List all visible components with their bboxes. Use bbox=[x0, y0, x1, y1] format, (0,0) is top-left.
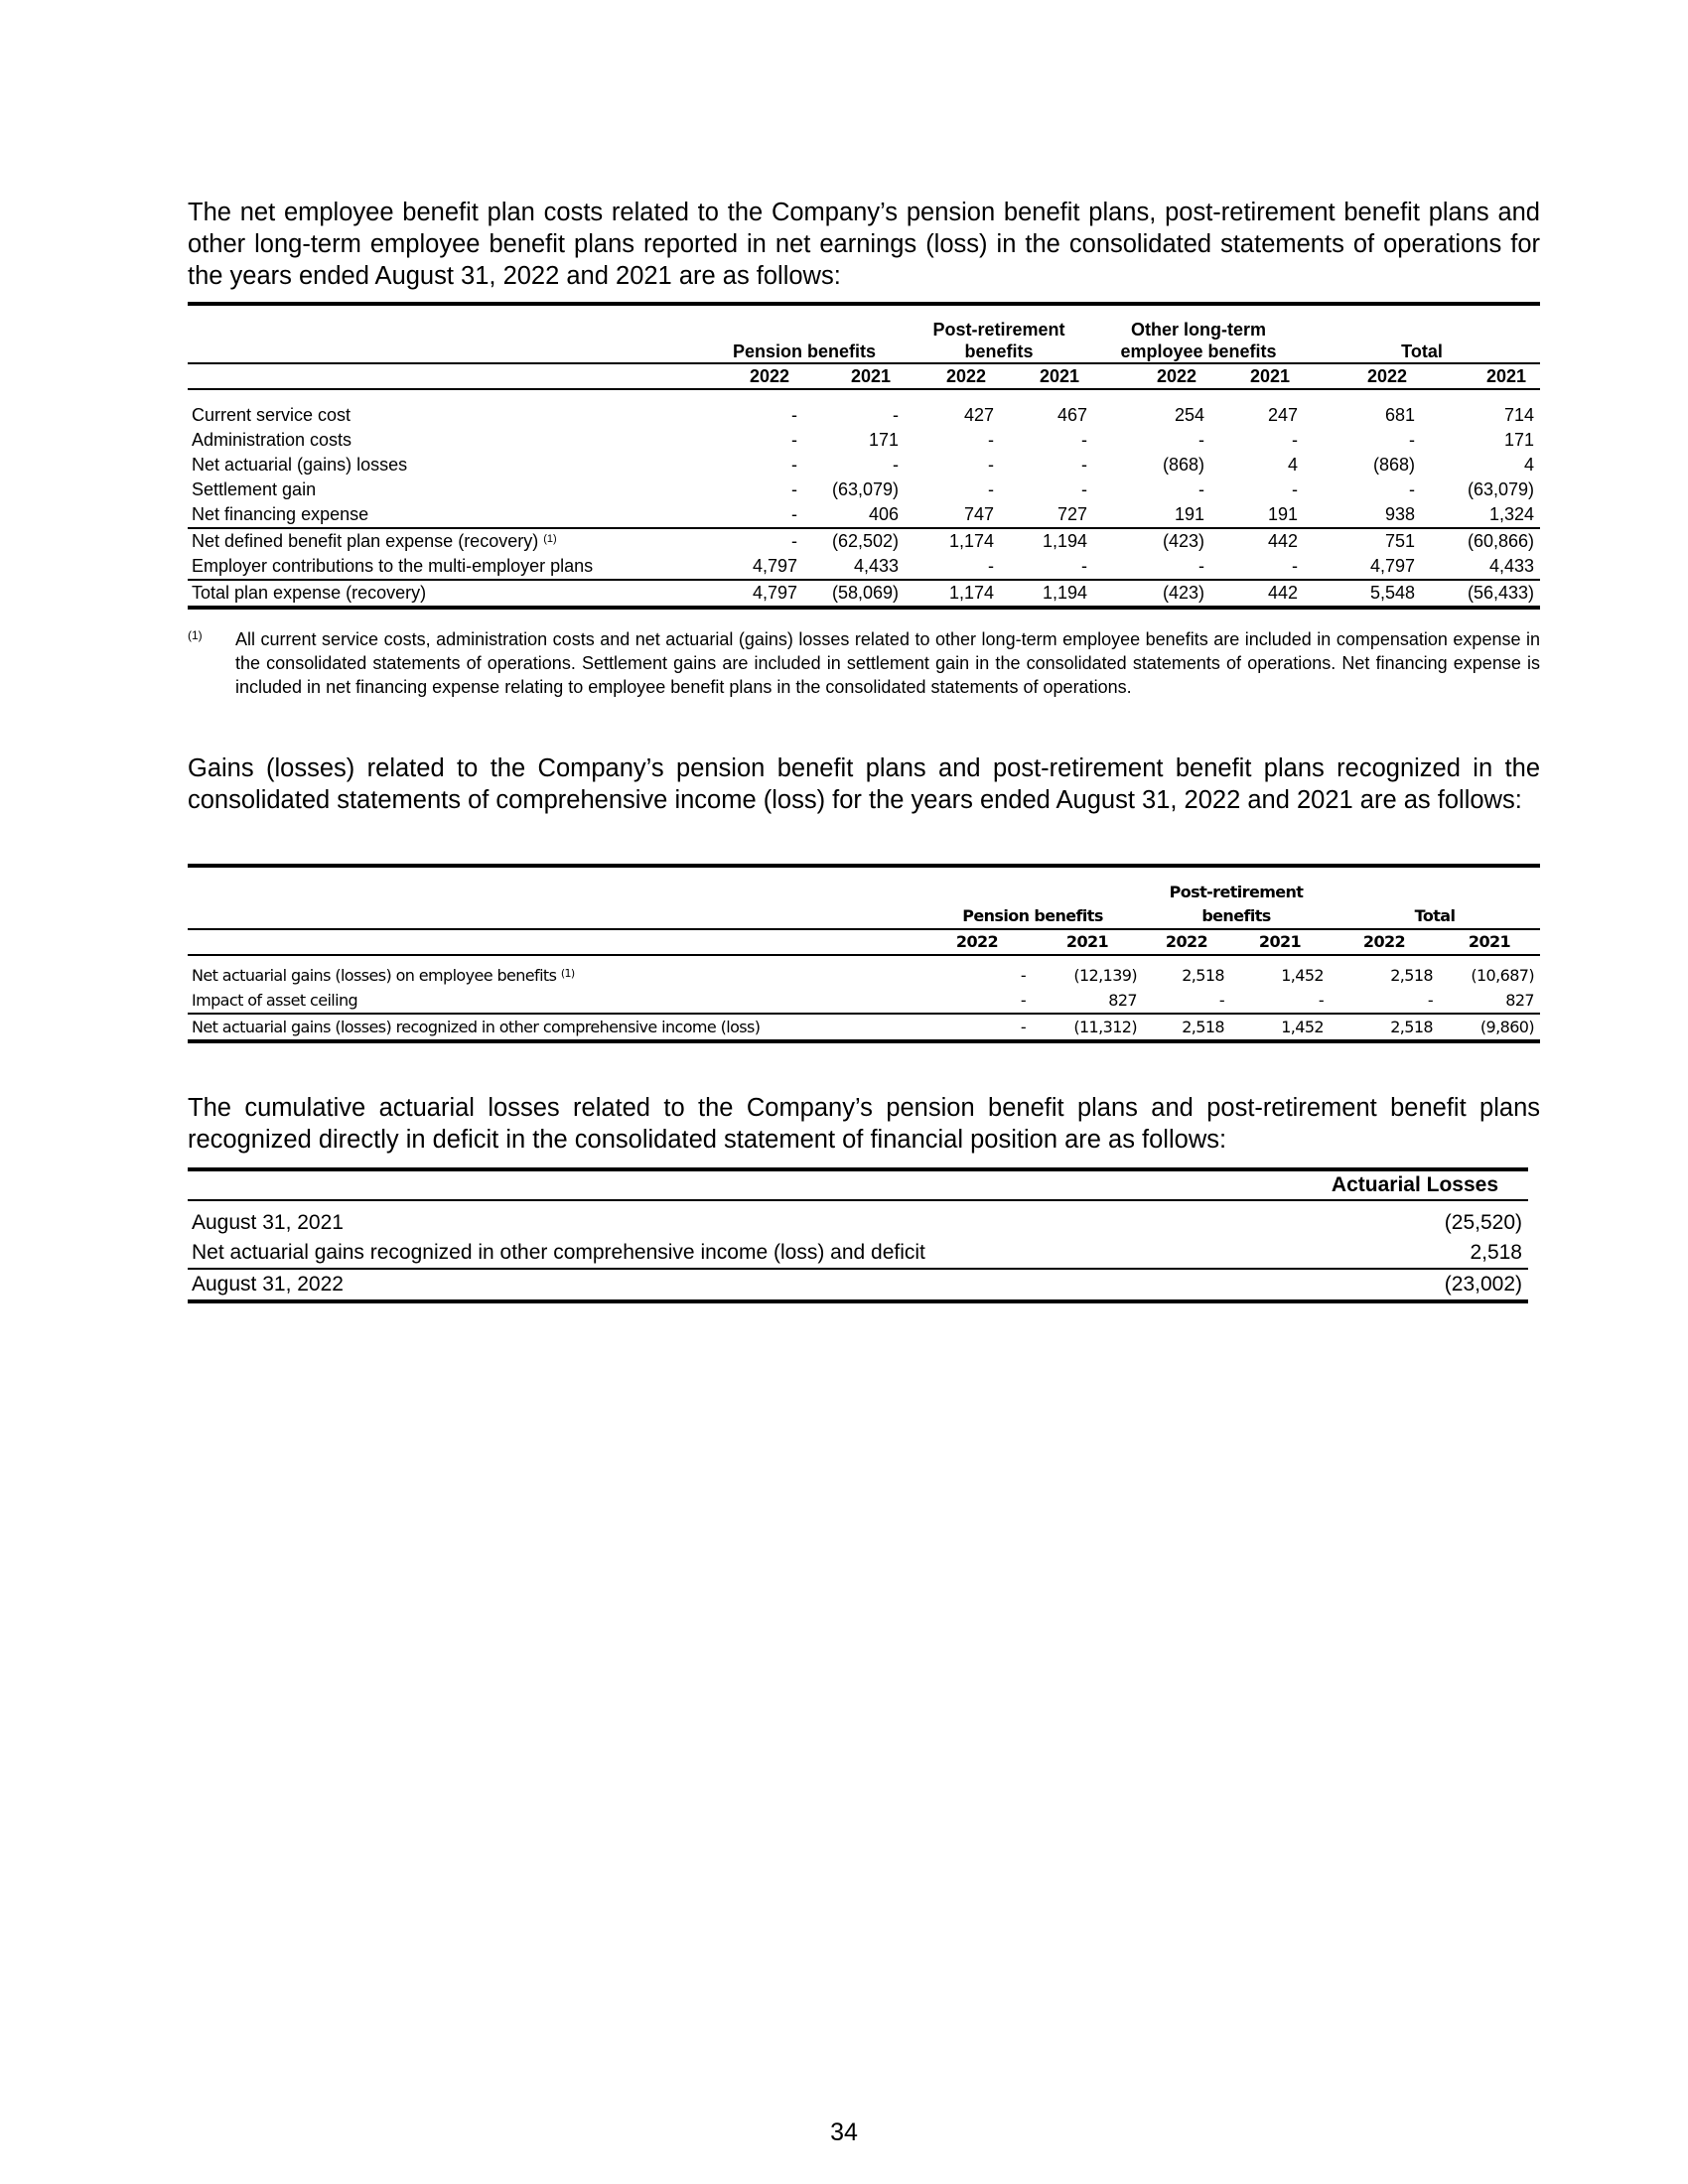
year-header: 2021 bbox=[1065, 932, 1109, 951]
cell-value: - bbox=[791, 405, 797, 425]
row-label-text: Impact of asset ceiling bbox=[192, 991, 358, 1010]
cell-value: 254 bbox=[1174, 405, 1204, 425]
cell-value: - bbox=[893, 405, 899, 425]
group-other-long-term: Other long-term employee benefits bbox=[1120, 320, 1277, 361]
cell-value: (9,860) bbox=[1479, 1018, 1534, 1036]
cell-value: - bbox=[1020, 966, 1026, 985]
row-label: August 31, 2021 bbox=[192, 1211, 344, 1234]
cell-value: 681 bbox=[1384, 405, 1415, 425]
year-header: 2022 bbox=[1165, 932, 1208, 951]
row-label bbox=[188, 428, 704, 453]
row-label-text: Current service cost bbox=[192, 405, 352, 425]
cell-value: - bbox=[1198, 430, 1204, 450]
row-label-text: Administration costs bbox=[192, 430, 352, 450]
table-row bbox=[188, 554, 1540, 580]
cell-value: 4,433 bbox=[853, 556, 899, 576]
table-row bbox=[188, 403, 1540, 428]
benefit-plan-costs-table bbox=[188, 302, 1540, 610]
cell-value: - bbox=[1292, 430, 1298, 450]
cell-value: (423) bbox=[1162, 583, 1204, 603]
cell-value: 751 bbox=[1384, 531, 1415, 551]
cell-value: (12,139) bbox=[1073, 966, 1137, 985]
group-total: Total bbox=[1414, 906, 1456, 925]
cell-value: 4 bbox=[1287, 455, 1298, 475]
table-row bbox=[188, 1238, 1528, 1269]
cell-value: - bbox=[1081, 556, 1087, 576]
row-label: August 31, 2022 bbox=[192, 1273, 344, 1296]
group-post-retirement: Post-retirement benefits bbox=[932, 320, 1065, 361]
cell-value: 191 bbox=[1174, 504, 1204, 524]
footnote-mark: (1) bbox=[188, 628, 203, 642]
year-header: 2022 bbox=[945, 366, 986, 386]
cell-value: 442 bbox=[1267, 531, 1298, 551]
cell-value: - bbox=[1020, 1018, 1026, 1036]
cell-value: 938 bbox=[1384, 504, 1415, 524]
cell-value: 2,518 bbox=[1470, 1241, 1522, 1264]
cell-value: - bbox=[1318, 991, 1324, 1010]
cell-value: - bbox=[1292, 479, 1298, 499]
cell-value: - bbox=[1218, 991, 1224, 1010]
table-row bbox=[188, 478, 1540, 502]
row-label-text: Net financing expense bbox=[192, 504, 369, 524]
row-label-text: Net actuarial gains (losses) recognized in other comprehensive income (loss) bbox=[192, 1018, 761, 1036]
cell-value: 406 bbox=[868, 504, 899, 524]
cell-value: 4,433 bbox=[1488, 556, 1535, 576]
footnote-ref: (1) bbox=[543, 533, 557, 545]
row-label bbox=[188, 528, 704, 554]
cell-value: 191 bbox=[1267, 504, 1298, 524]
cell-value: (63,079) bbox=[831, 479, 899, 499]
year-header: 2021 bbox=[1468, 932, 1511, 951]
cell-value: 427 bbox=[963, 405, 994, 425]
cell-value: - bbox=[893, 455, 899, 475]
group-pension-benefits: Pension benefits bbox=[732, 341, 877, 361]
cell-value: 4,797 bbox=[752, 583, 797, 603]
row-label-text: Total plan expense (recovery) bbox=[192, 583, 427, 603]
cell-value: - bbox=[791, 479, 797, 499]
cell-value: - bbox=[988, 556, 994, 576]
cell-value: - bbox=[1081, 430, 1087, 450]
row-label bbox=[188, 554, 704, 580]
group-pension-benefits: Pension benefits bbox=[962, 906, 1103, 925]
cell-value: 2,518 bbox=[1390, 966, 1433, 985]
year-header: 2021 bbox=[1039, 366, 1079, 386]
cell-value: 4,797 bbox=[752, 556, 797, 576]
cell-value: (423) bbox=[1162, 531, 1204, 551]
row-label-text: Net actuarial gains (losses) on employee benefits bbox=[192, 966, 557, 985]
cell-value: (63,079) bbox=[1467, 479, 1535, 499]
cell-value: 2,518 bbox=[1390, 1018, 1433, 1036]
cell-value: 2,518 bbox=[1182, 1018, 1224, 1036]
cell-value: - bbox=[988, 455, 994, 475]
cell-value: 827 bbox=[1108, 991, 1137, 1010]
table-row bbox=[188, 502, 1540, 528]
year-header: 2022 bbox=[1362, 932, 1406, 951]
cell-value: (868) bbox=[1162, 455, 1204, 475]
year-header: 2021 bbox=[1258, 932, 1302, 951]
cell-value: 4 bbox=[1524, 455, 1535, 475]
intro-paragraph-2: Gains (losses) related to the Company’s pension benefit plans and post-retirement benefit plans recognized in the consolidated statements of comprehensive income (loss) for the years ended August 31, 2022 and 2021 are as follows: bbox=[188, 754, 1540, 814]
intro-paragraph-1: The net employee benefit plan costs related to the Company’s pension benefit plans, post-retirement benefit plans and other long-term employee benefit plans reported in net earnings (loss) in the consolidated statements of operations for the years ended August 31, 2022 and 2021 are as follows: bbox=[188, 199, 1540, 290]
cell-value: (11,312) bbox=[1073, 1018, 1137, 1036]
cell-value: 5,548 bbox=[1369, 583, 1415, 603]
row-label bbox=[188, 502, 704, 528]
table-row bbox=[188, 580, 1540, 608]
cell-value: 1,174 bbox=[948, 531, 994, 551]
cell-value: - bbox=[1020, 991, 1026, 1010]
cell-value: - bbox=[1292, 556, 1298, 576]
cell-value: - bbox=[1427, 991, 1433, 1010]
cell-value: 1,452 bbox=[1281, 1018, 1324, 1036]
comprehensive-income-gains-table bbox=[188, 864, 1540, 1043]
cell-value: - bbox=[791, 430, 797, 450]
cell-value: 827 bbox=[1505, 991, 1534, 1010]
intro-paragraph-3: The cumulative actuarial losses related to the Company’s pension benefit plans and post-retirement benefit plans recognized directly in deficit in the consolidated statement of financial position are as follows: bbox=[188, 1094, 1540, 1154]
cell-value: 714 bbox=[1503, 405, 1535, 425]
table-row bbox=[188, 988, 1540, 1014]
table-row bbox=[188, 428, 1540, 453]
row-label-text: Employer contributions to the multi-employer plans bbox=[192, 556, 594, 576]
cell-value: - bbox=[988, 479, 994, 499]
cell-value: - bbox=[988, 430, 994, 450]
cell-value: (25,520) bbox=[1444, 1211, 1522, 1234]
cell-value: 1,324 bbox=[1488, 504, 1535, 524]
cell-value: (868) bbox=[1372, 455, 1415, 475]
year-header: 2021 bbox=[850, 366, 891, 386]
table-row bbox=[188, 1269, 1528, 1301]
cell-value: - bbox=[1081, 455, 1087, 475]
cell-value: 467 bbox=[1056, 405, 1087, 425]
year-header: 2022 bbox=[749, 366, 789, 386]
year-header: 2022 bbox=[1156, 366, 1196, 386]
cell-value: (56,433) bbox=[1467, 583, 1535, 603]
cell-value: 1,194 bbox=[1042, 531, 1087, 551]
row-label-text: Net defined benefit plan expense (recovery) bbox=[192, 531, 539, 551]
table-row bbox=[188, 1208, 1528, 1238]
cell-value: (10,687) bbox=[1471, 966, 1534, 985]
actuarial-losses-table bbox=[188, 1167, 1528, 1303]
cell-value: 1,452 bbox=[1281, 966, 1324, 985]
year-header: 2022 bbox=[1366, 366, 1407, 386]
row-label bbox=[188, 988, 922, 1014]
page-number: 34 bbox=[830, 2118, 858, 2146]
cell-value: 442 bbox=[1267, 583, 1298, 603]
cell-value: - bbox=[791, 455, 797, 475]
row-label bbox=[188, 1014, 922, 1041]
table-row bbox=[188, 528, 1540, 554]
actuarial-losses-header: Actuarial Losses bbox=[1331, 1173, 1498, 1196]
cell-value: - bbox=[1409, 479, 1415, 499]
footnote bbox=[188, 627, 1540, 699]
cell-value: 171 bbox=[868, 430, 899, 450]
table-row bbox=[188, 453, 1540, 478]
year-header: 2022 bbox=[955, 932, 999, 951]
table-row bbox=[188, 963, 1540, 988]
row-label bbox=[188, 478, 704, 502]
group-post-retirement: Post-retirement benefits bbox=[1169, 883, 1304, 925]
table-row bbox=[188, 1014, 1540, 1041]
cell-value: 171 bbox=[1503, 430, 1535, 450]
cell-value: - bbox=[1081, 479, 1087, 499]
cell-value: (62,502) bbox=[831, 531, 899, 551]
row-label-text: Settlement gain bbox=[192, 479, 317, 499]
cell-value: - bbox=[1198, 479, 1204, 499]
cell-value: (58,069) bbox=[831, 583, 899, 603]
cell-value: 2,518 bbox=[1182, 966, 1224, 985]
cell-value: - bbox=[791, 504, 797, 524]
footnote-ref: (1) bbox=[560, 967, 575, 980]
cell-value: 247 bbox=[1267, 405, 1298, 425]
cell-value: 747 bbox=[963, 504, 994, 524]
row-label bbox=[188, 580, 704, 608]
year-header: 2021 bbox=[1249, 366, 1290, 386]
group-total: Total bbox=[1401, 341, 1443, 361]
cell-value: 727 bbox=[1056, 504, 1087, 524]
cell-value: 1,174 bbox=[948, 583, 994, 603]
row-label-text: Net actuarial (gains) losses bbox=[192, 455, 408, 475]
row-label bbox=[188, 963, 922, 988]
cell-value: 1,194 bbox=[1042, 583, 1087, 603]
cell-value: - bbox=[1198, 556, 1204, 576]
year-header: 2021 bbox=[1485, 366, 1527, 386]
row-label: Net actuarial gains recognized in other comprehensive income (loss) and deficit bbox=[192, 1241, 925, 1264]
footnote-text: All current service costs, administration costs and net actuarial (gains) losses related to other long-term employee benefits are included in compensation expense in the consolidated statements of operations. Settlement gains are included in settlement gain in the consolidated statements of operations. Net financing expense is included in net financing expense relating to employee benefit plans in the consolidated statements of operations. bbox=[235, 629, 1540, 697]
cell-value: - bbox=[1409, 430, 1415, 450]
cell-value: - bbox=[791, 531, 797, 551]
cell-value: 4,797 bbox=[1369, 556, 1415, 576]
cell-value: (23,002) bbox=[1444, 1273, 1522, 1296]
cell-value: (60,866) bbox=[1467, 531, 1535, 551]
row-label bbox=[188, 403, 704, 428]
row-label bbox=[188, 453, 704, 478]
